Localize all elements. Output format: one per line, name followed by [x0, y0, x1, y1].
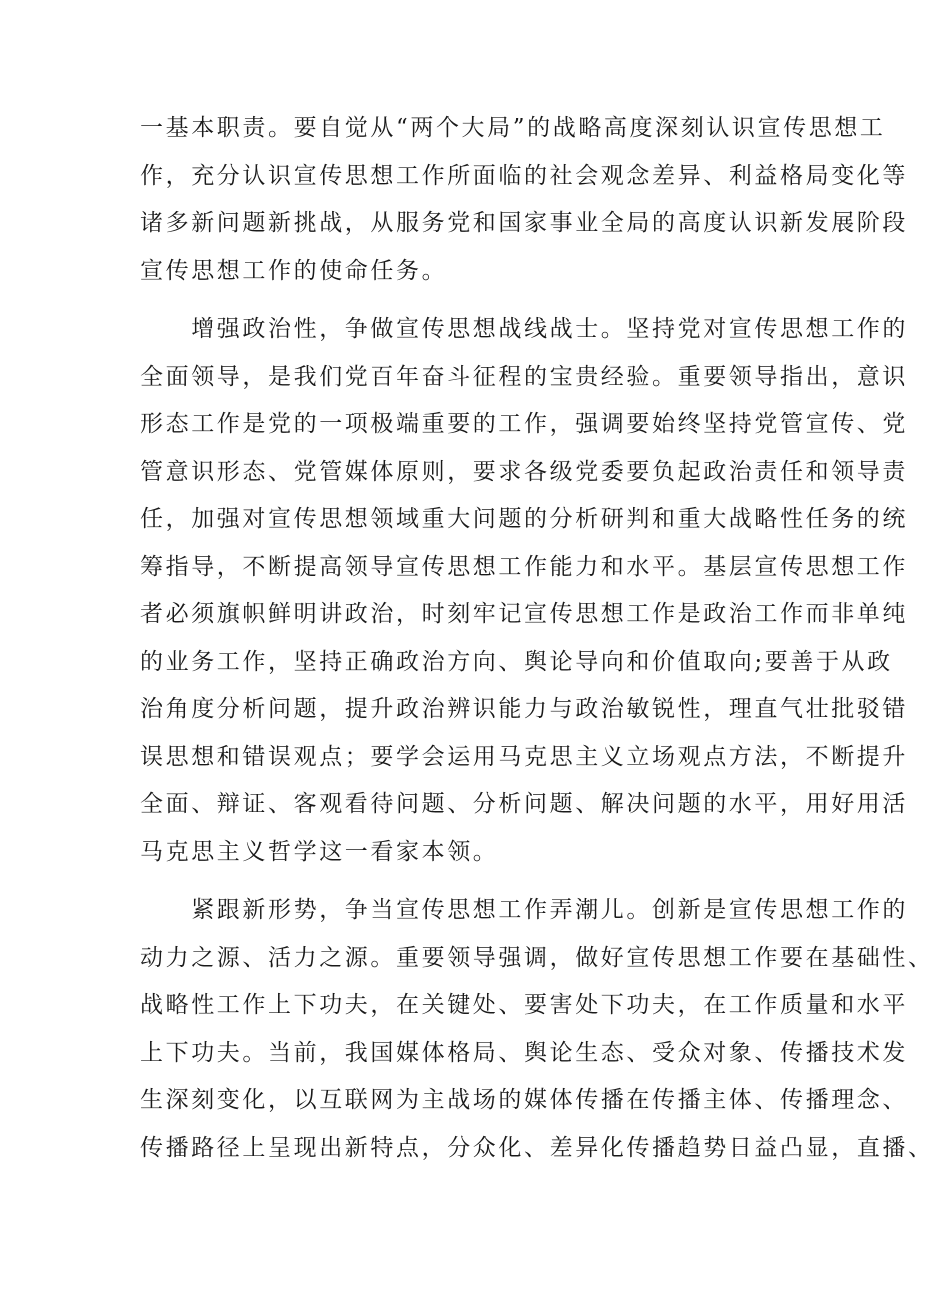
text-line: 管意识形态、党管媒体原则，要求各级党委要负起政治责任和领导责 — [140, 458, 908, 485]
text-line: 战略性工作上下功夫，在关键处、要害处下功夫，在工作质量和水平 — [140, 992, 908, 1018]
text-line: 误思想和错误观点；要学会运用马克思主义立场观点方法，不断提升 — [140, 743, 908, 770]
paragraph-1 — [140, 105, 908, 295]
text-line: 紧跟新形势，争当宣传思想工作弄潮儿。创新是宣传思想工作的 — [140, 897, 908, 923]
text-line: 者必须旗帜鲜明讲政治，时刻牢记宣传思想工作是政治工作而非单纯 — [140, 601, 908, 627]
text-line: 上下功夫。当前，我国媒体格局、舆论生态、受众对象、传播技术发 — [140, 1039, 908, 1066]
text-line: 宣传思想工作的使命任务。 — [140, 257, 448, 284]
paragraph-spacer — [140, 876, 800, 887]
text-line: 诸多新问题新挑战，从服务党和国家事业全局的高度认识新发展阶段 — [140, 210, 908, 236]
text-line: 生深刻变化，以互联网为主战场的媒体传播在传播主体、传播理念、 — [140, 1087, 908, 1113]
text-line: 增强政治性，争做宣传思想战线战士。坚持党对宣传思想工作的 — [140, 316, 908, 342]
text-line: 全面领导，是我们党百年奋斗征程的宝贵经验。重要领导指出，意识 — [140, 363, 908, 390]
text-line: 马克思主义哲学这一看家本领。 — [140, 838, 499, 865]
text-line: 一基本职责。要自觉从“两个大局”的战略高度深刻认识宣传思想工 — [140, 115, 886, 141]
text-line: 筹指导，不断提高领导宣传思想工作能力和水平。基层宣传思想工作 — [140, 553, 908, 580]
text-line: 全面、辩证、客观看待问题、分析问题、解决问题的水平，用好用活 — [140, 791, 908, 817]
document-body — [140, 105, 934, 1172]
text-line: 形态工作是党的一项极端重要的工作，强调要始终坚持党管宣传、党 — [140, 411, 908, 437]
text-line: 作，充分认识宣传思想工作所面临的社会观念差异、利益格局变化等 — [140, 162, 908, 189]
text-line: 的业务工作，坚持正确政治方向、舆论导向和价值取向;要善于从政 — [140, 648, 893, 675]
paragraph-2 — [140, 306, 908, 876]
text-line: 动力之源、活力之源。重要领导强调，做好宣传思想工作要在基础性、 — [140, 944, 934, 971]
text-line: 治角度分析问题，提升政治辨识能力与政治敏锐性，理直气壮批驳错 — [140, 696, 908, 722]
text-line: 传播路径上呈现出新特点，分众化、差异化传播趋势日益凸显，直播、 — [140, 1134, 934, 1161]
paragraph-3 — [140, 887, 934, 1172]
text-line: 任，加强对宣传思想领域重大问题的分析研判和重大战略性任务的统 — [140, 506, 908, 532]
paragraph-spacer — [140, 295, 800, 306]
